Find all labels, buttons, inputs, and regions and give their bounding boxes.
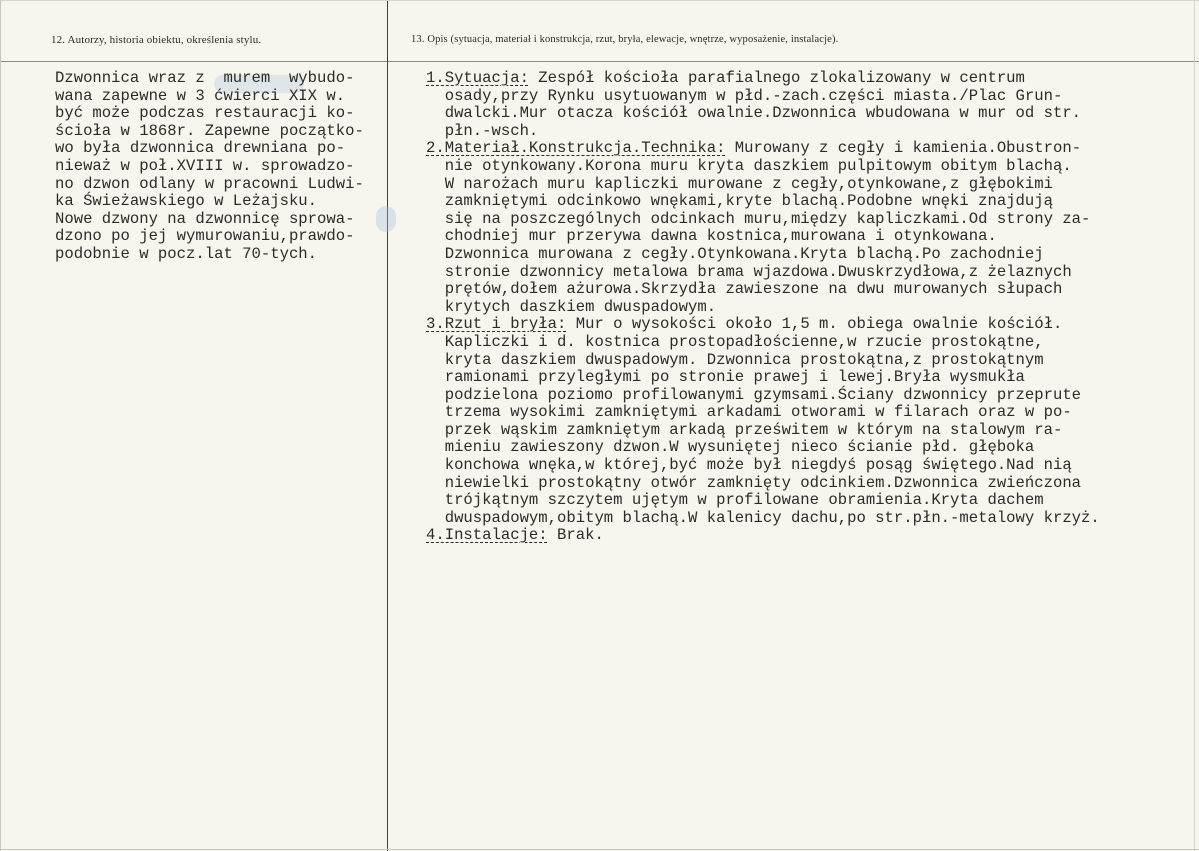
description-line: płn.-wsch.	[426, 121, 539, 140]
bottom-edge-line	[1, 849, 1199, 850]
history-line: no dzwon odlany w pracowni Ludwi-	[55, 174, 364, 193]
history-line: być może podczas restauracji ko-	[55, 104, 355, 123]
section-12-header: 12. Autorzy, historia obiektu, określenia stylu.	[51, 34, 262, 46]
history-line: dzono po jej wymurowaniu,prawdo-	[55, 227, 355, 246]
section-heading: 2.Materiał.Konstrukcja.Technika:	[426, 139, 726, 158]
ink-smudge	[376, 206, 396, 232]
description-line: ramionami przyległymi po stronie prawej i lewej.Bryła wysmukła	[426, 368, 1025, 387]
section-13-header: 13. Opis (sytuacja, materiał i konstrukcja, rzut, bryła, elewacje, wnętrze, wyposażenie, instalacje).	[411, 34, 839, 45]
history-line: nieważ w poł.XVIII w. sprowadzo-	[55, 156, 355, 175]
section-heading: 3.Rzut i bryła:	[426, 315, 567, 334]
description-line: dwalcki.Mur otacza kościół owalnie.Dzwonnica wbudowana w mur od str.	[426, 104, 1082, 123]
column-divider	[387, 1, 388, 851]
description-line: konchowa wnęka,w której,być może był niegdyś posąg świętego.Nad nią	[426, 456, 1072, 475]
right-edge-line	[1194, 1, 1195, 851]
history-line: wana zapewne w 3 ćwierci XIX w.	[55, 86, 346, 105]
description-line: Dzwonnica murowana z cegły.Otynkowana.Kryta blachą.Po zachodniej	[426, 244, 1044, 263]
description-line: kryta daszkiem dwuspadowym. Dzwonnica prostokątna,z prostokątnym	[426, 350, 1044, 369]
description-line: podzielona poziomo profilowanymi gzymsami.Ściany dzwonnicy przeprute	[426, 385, 1082, 404]
description-line: niewielki prostokątny otwór zamknięty odcinkiem.Dzwonnica zwieńczona	[426, 473, 1082, 492]
section-heading-line: 1.Sytuacja: Zespół kościoła parafialnego zlokalizowany w centrum	[426, 69, 1025, 87]
description-line: prętów,dołem ażurowa.Skrzydła zawieszone na dwu murowanych słupach	[426, 280, 1063, 299]
description-line: Kapliczki i d. kostnica prostopadłościenne,w rzucie prostokątne,	[426, 332, 1044, 351]
history-line: ka Świeżawskiego w Leżajsku.	[55, 192, 318, 211]
description-line: krytych daszkiem dwuspadowym.	[426, 297, 717, 316]
description-line: chodniej mur przerywa dawna kostnica,murowana i otynkowana.	[426, 227, 997, 246]
description-line: osady,przy Rynku usytuowanym w płd.-zach.części miasta./Plac Grun-	[426, 86, 1063, 105]
section-heading-line: 4.Instalacje: Brak.	[426, 526, 604, 545]
description-line: trzema wysokimi zamkniętymi arkadami otworami w filarach oraz w po-	[426, 403, 1072, 422]
history-line: wo była dzwonnica drewniana po-	[55, 139, 346, 158]
description-line: mieniu zawieszony dzwon.W wysuniętej nieco ścianie płd. głęboka	[426, 438, 1035, 457]
description-line: dwuspadowym,obitym blachą.W kalenicy dachu,po str.płn.-metalowy krzyż.	[426, 508, 1100, 527]
description-line: trójkątnym szczytem ujętym w profilowane obramienia.Kryta dachem	[426, 491, 1044, 510]
description-line: przek wąskim zamkniętym arkadą prześwitem w którym na stalowym ra-	[426, 420, 1063, 439]
history-line: ścioła w 1868r. Zapewne początko-	[55, 121, 364, 140]
description-line: się na poszczególnych odcinkach muru,między kapliczkami.Od strony za-	[426, 209, 1091, 228]
section-heading: 4.Instalacje:	[426, 526, 548, 545]
section-heading: 1.Sytuacja:	[426, 69, 529, 87]
history-line: Nowe dzwony na dzwonnicę sprowa-	[55, 209, 355, 228]
description-line: nie otynkowany.Korona muru kryta daszkiem pulpitowym obitym blachą.	[426, 156, 1072, 175]
section-heading-line: 3.Rzut i bryła: Mur o wysokości około 1,5 m. obiega owalnie kościół.	[426, 315, 1063, 334]
history-line: podobnie w pocz.lat 70-tych.	[55, 244, 318, 263]
section-heading-line: 2.Materiał.Konstrukcja.Technika: Murowany z cegły i kamienia.Obustron-	[426, 139, 1082, 158]
description-line: stronie dzwonnicy metalowa brama wjazdowa.Dwuskrzydłowa,z żelaznych	[426, 262, 1072, 281]
header-rule	[1, 61, 1199, 62]
description-text	[426, 70, 1100, 545]
history-text	[55, 70, 364, 264]
description-line: W narożach muru kapliczki murowane z cegły,otynkowane,z głębokimi	[426, 174, 1053, 193]
description-line: zamkniętymi odcinkowo wnękami,kryte blachą.Podobne wnęki znajdują	[426, 192, 1053, 211]
history-line: Dzwonnica wraz z murem wybudo-	[55, 69, 355, 87]
